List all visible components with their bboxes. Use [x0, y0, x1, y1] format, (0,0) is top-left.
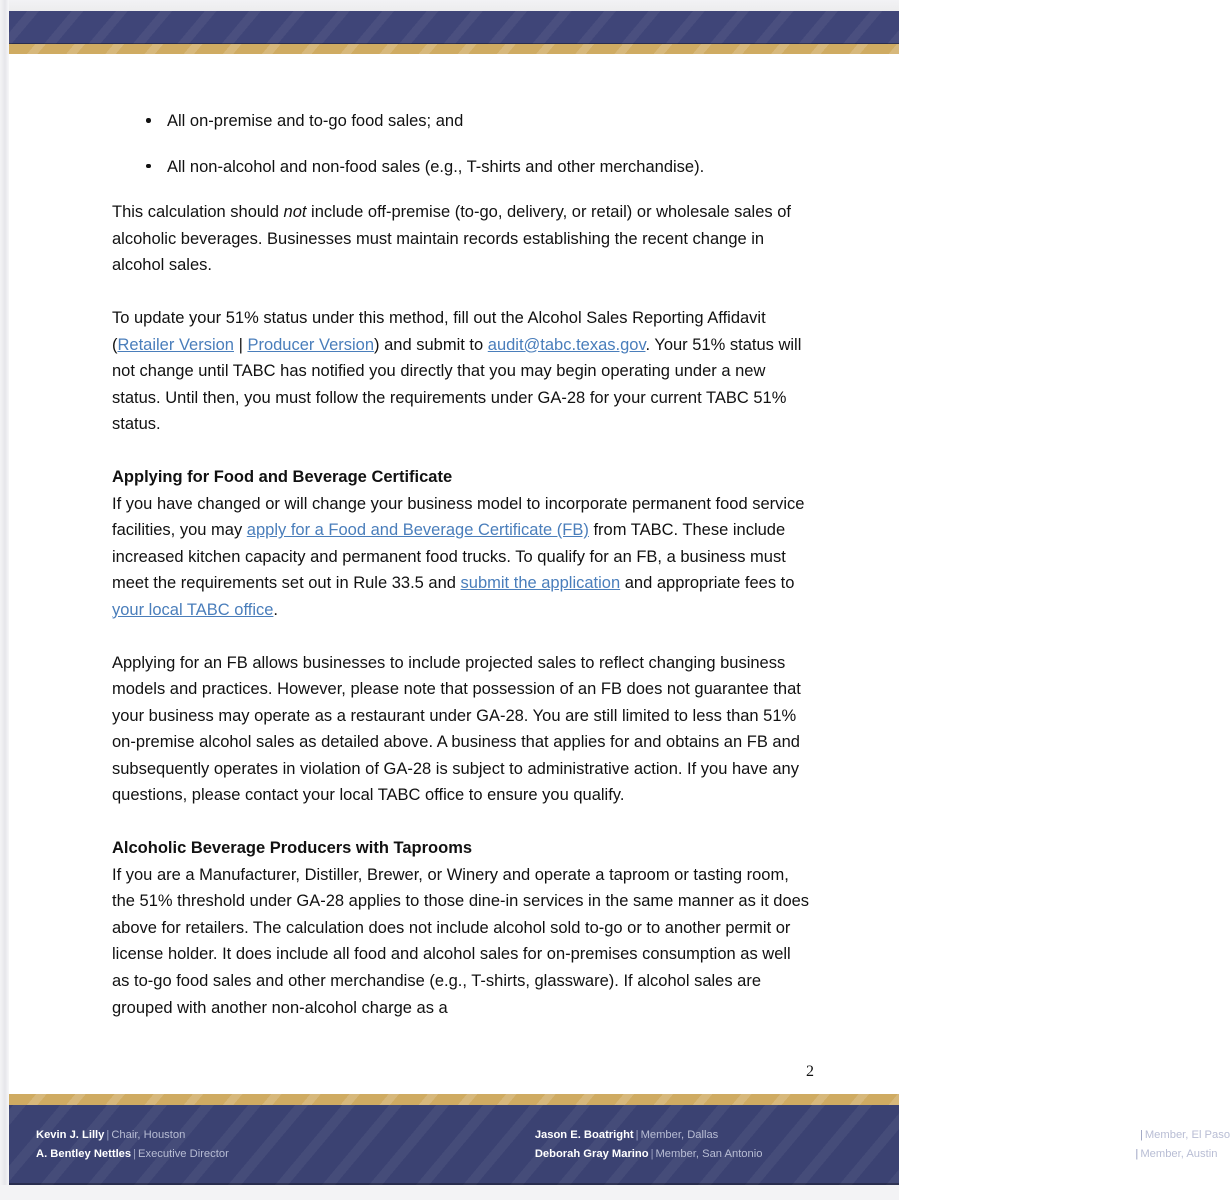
calc-emphasis-not: not — [283, 203, 307, 222]
commissioner-role: Member, Dallas — [640, 1129, 719, 1141]
bullet-dot-icon — [146, 164, 151, 169]
footer-column-3 — [1054, 1126, 1230, 1164]
footer-entry — [1054, 1126, 1230, 1145]
link-audit-email[interactable]: audit@tabc.texas.gov — [487, 335, 646, 354]
link-retailer-version[interactable]: Retailer Version — [117, 335, 234, 354]
paragraph-food-beverage-certificate — [112, 491, 812, 624]
commissioner-name: A. Bentley Nettles — [36, 1148, 132, 1160]
commissioner-role: Executive Director — [138, 1148, 229, 1160]
commissioner-role: Member, San Antonio — [655, 1148, 763, 1160]
link-apply-food-beverage-certificate[interactable]: apply for a Food and Beverage Certificate (FB) — [246, 521, 589, 540]
header-gold-accent-bar — [9, 44, 899, 54]
separator: | — [106, 1129, 110, 1141]
commissioner-role: Member, Austin — [1140, 1148, 1218, 1160]
fb-text-2: from TABC. These include increased kitchen capacity and permanent food trucks. To qualify for an FB, a business must meet the requirements set out in Rule 33.5 and — [112, 521, 786, 593]
page-number: 2 — [806, 1063, 814, 1080]
commissioner-name: M. Scott Adkins — [1054, 1129, 1138, 1141]
paragraph-fb-projected-sales: Applying for an FB allows businesses to include projected sales to reflect changing business models and practices. However, please note that possession of an FB does not guarantee that your business may operate as a restaurant under GA-28. You are still limited to less than 51% on-premise alcohol sales as detailed above. A business that applies for and obtains an FB and subsequently operates in violation of GA-28 is subject to administrative action. If you have any questions, please contact your local TABC office to ensure you qualify. — [112, 653, 801, 805]
calc-text-after: include off-premise (to-go, delivery, or retail) or wholesale sales of alcoholic beverages. Businesses must maintain records establishing the recent change in alcohol sales. — [112, 203, 791, 275]
footer-entry — [36, 1126, 229, 1145]
link-submit-the-application[interactable]: submit the application — [460, 574, 621, 593]
section-heading-producers-with-taprooms: Alcoholic Beverage Producers with Taprooms — [112, 839, 473, 858]
commissioner-role: Member, El Paso — [1144, 1129, 1230, 1141]
document-body — [112, 108, 812, 1021]
scan-left-edge — [0, 0, 9, 1200]
list-item-text: All on-premise and to-go food sales; and — [167, 112, 464, 130]
footer-gold-accent-bar — [9, 1094, 899, 1105]
list-item-text: All non-alcohol and non-food sales (e.g., T-shirts and other merchandise). — [167, 157, 705, 176]
update-separator: | — [233, 335, 248, 354]
list-item — [112, 154, 812, 181]
commissioner-role: Chair, Houston — [111, 1129, 186, 1141]
paragraph-calculation-scope — [112, 199, 812, 279]
sales-inclusions-list — [112, 108, 812, 180]
header-navy-band — [9, 11, 899, 44]
footer-navy-band — [9, 1105, 1230, 1185]
separator: | — [1139, 1129, 1143, 1141]
separator: | — [635, 1129, 639, 1141]
update-text-2: ) and submit to — [374, 335, 488, 354]
footer-commissioner-columns — [9, 1105, 1230, 1185]
link-your-local-tabc-office[interactable]: your local TABC office — [112, 600, 274, 619]
footer-entry — [36, 1145, 229, 1164]
fb-text-3: and appropriate fees to — [620, 574, 795, 593]
bullet-dot-icon — [146, 118, 151, 123]
list-item — [112, 108, 812, 135]
commissioner-name: Deborah Gray Marino — [534, 1148, 649, 1160]
commissioner-name: Jason E. Boatright — [534, 1129, 634, 1141]
commissioner-name: Kevin J. Lilly — [36, 1129, 105, 1141]
footer-entry — [535, 1145, 763, 1164]
footer-entry — [1054, 1145, 1230, 1164]
paragraph-update-51-status — [112, 305, 812, 438]
footer-column-2 — [535, 1126, 763, 1164]
separator: | — [1135, 1148, 1139, 1160]
fb-text-1: If you have changed or will change your business model to incorporate permanent food service facilities, you may — [112, 494, 805, 540]
footer-entry — [535, 1126, 763, 1145]
fb-text-4: . — [273, 600, 279, 619]
calc-text-before: This calculation should — [112, 203, 284, 222]
link-producer-version[interactable]: Producer Version — [247, 335, 375, 354]
commissioner-name: Hasan K. Mack — [1054, 1148, 1134, 1160]
separator: | — [133, 1148, 137, 1160]
paragraph-taprooms: If you are a Manufacturer, Distiller, Brewer, or Winery and operate a taproom or tasting room, the 51% threshold under GA-28 applies to those dine-in services in the same manner as it does above for retailers. The calculation does not include alcohol sold to-go or to another permit or license holder. It does include all food and alcohol sales for on-premises consumption as well as to-go food sales and other merchandise (e.g., T-shirts, glassware). If alcohol sales are grouped with another non-alcohol charge as a — [112, 865, 810, 1017]
section-heading-food-beverage-certificate: Applying for Food and Beverage Certificate — [112, 467, 453, 486]
update-text-1: To update your 51% status under this method, fill out the Alcohol Sales Reporting Affidavit ( — [112, 308, 766, 354]
footer-column-1 — [36, 1126, 229, 1164]
scan-bottom-edge — [0, 1185, 899, 1200]
update-text-3: . Your 51% status will not change until TABC has notified you directly that you may begin operating under a new status. Until then, you must follow the requirements under GA-28 for your current TABC 51% status. — [112, 335, 802, 434]
separator: | — [650, 1148, 654, 1160]
